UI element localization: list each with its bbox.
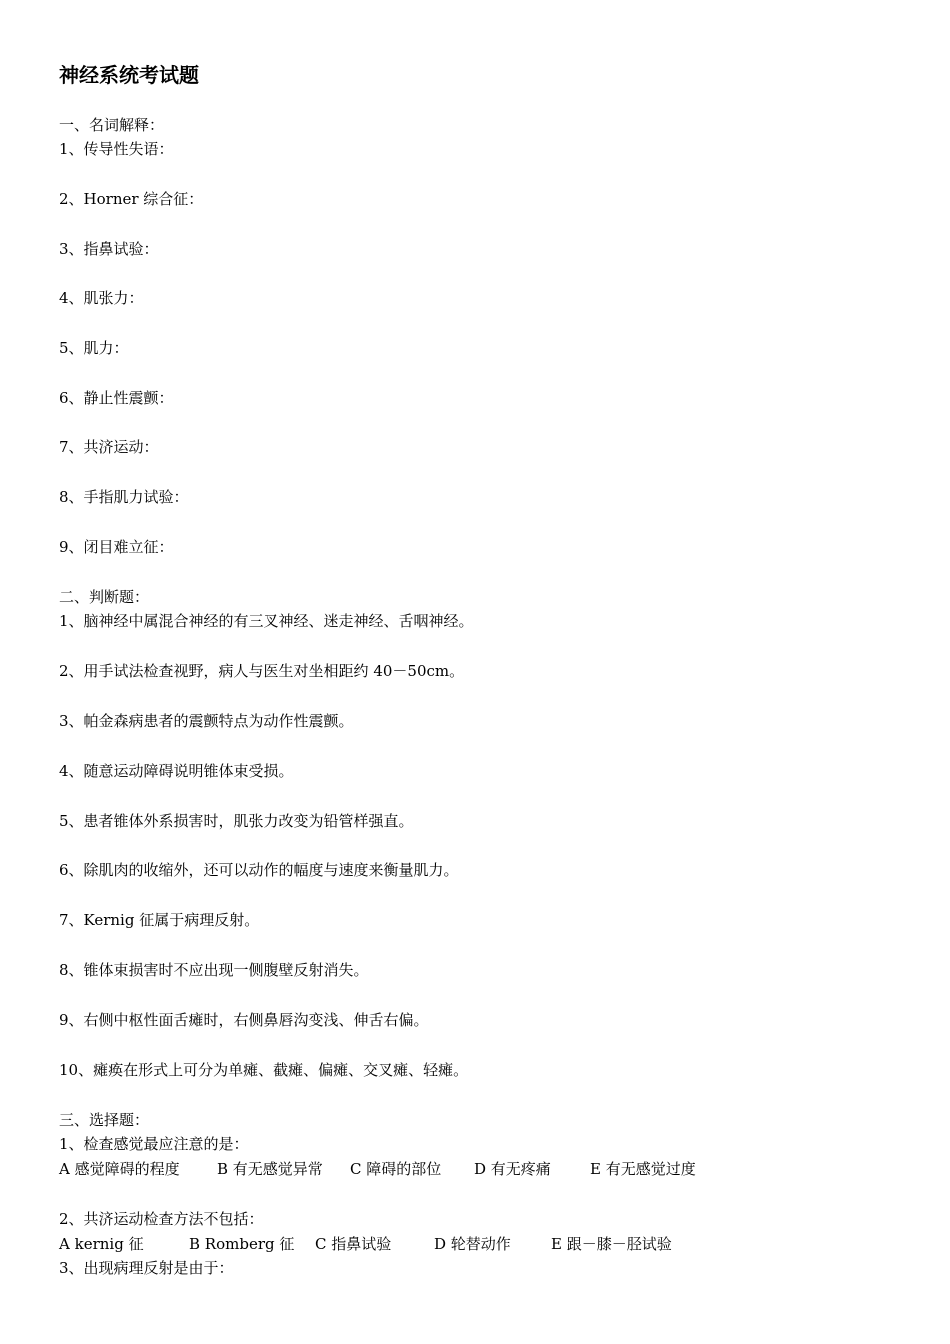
term-item: 5、肌力： <box>59 339 129 357</box>
question-stem: 1、检查感觉最应注意的是： <box>59 1135 249 1153</box>
true-false-item: 8、锥体束损害时不应出现一侧腹壁反射消失。 <box>59 961 369 979</box>
term-item: 4、肌张力： <box>59 289 144 307</box>
section-heading-multiple-choice: 三、选择题： <box>59 1111 150 1129</box>
true-false-item: 2、用手试法检查视野，病人与医生对坐相距约 40－50cm。 <box>59 662 465 680</box>
answer-option: D 有无疼痛 <box>474 1160 551 1178</box>
term-item: 9、闭目难立征： <box>59 538 174 556</box>
section-heading-terms: 一、名词解释： <box>59 116 165 134</box>
true-false-item: 10、瘫痪在形式上可分为单瘫、截瘫、偏瘫、交叉瘫、轻瘫。 <box>59 1061 469 1079</box>
answer-option: C 障碍的部位 <box>350 1160 442 1178</box>
term-item: 8、手指肌力试验： <box>59 488 189 506</box>
term-item: 3、指鼻试验： <box>59 240 159 258</box>
true-false-item: 5、患者锥体外系损害时，肌张力改变为铅管样强直。 <box>59 812 414 830</box>
document-title: 神经系统考试题 <box>59 63 199 87</box>
answer-option: A kernig 征 <box>59 1235 144 1253</box>
answer-option: E 有无感觉过度 <box>590 1160 696 1178</box>
true-false-item: 7、Kernig 征属于病理反射。 <box>59 911 260 929</box>
answer-option: A 感觉障碍的程度 <box>59 1160 180 1178</box>
term-item: 6、静止性震颤： <box>59 389 174 407</box>
section-heading-true-false: 二、判断题： <box>59 588 150 606</box>
answer-option: B 有无感觉异常 <box>217 1160 323 1178</box>
answer-option: C 指鼻试验 <box>315 1235 392 1253</box>
question-stem: 3、出现病理反射是由于： <box>59 1259 234 1277</box>
answer-option: B Romberg 征 <box>189 1235 295 1253</box>
term-item: 7、共济运动： <box>59 438 159 456</box>
question-stem: 2、共济运动检查方法不包括： <box>59 1210 264 1228</box>
true-false-item: 1、脑神经中属混合神经的有三叉神经、迷走神经、舌咽神经。 <box>59 612 474 630</box>
answer-option: E 跟－膝－胫试验 <box>551 1235 672 1253</box>
term-item: 2、Horner 综合征： <box>59 190 204 208</box>
true-false-item: 4、随意运动障碍说明锥体束受损。 <box>59 762 294 780</box>
true-false-item: 3、帕金森病患者的震颤特点为动作性震颤。 <box>59 712 354 730</box>
true-false-item: 9、右侧中枢性面舌瘫时，右侧鼻唇沟变浅、伸舌右偏。 <box>59 1011 429 1029</box>
answer-option: D 轮替动作 <box>434 1235 511 1253</box>
term-item: 1、传导性失语： <box>59 140 174 158</box>
true-false-item: 6、除肌肉的收缩外，还可以动作的幅度与速度来衡量肌力。 <box>59 861 459 879</box>
